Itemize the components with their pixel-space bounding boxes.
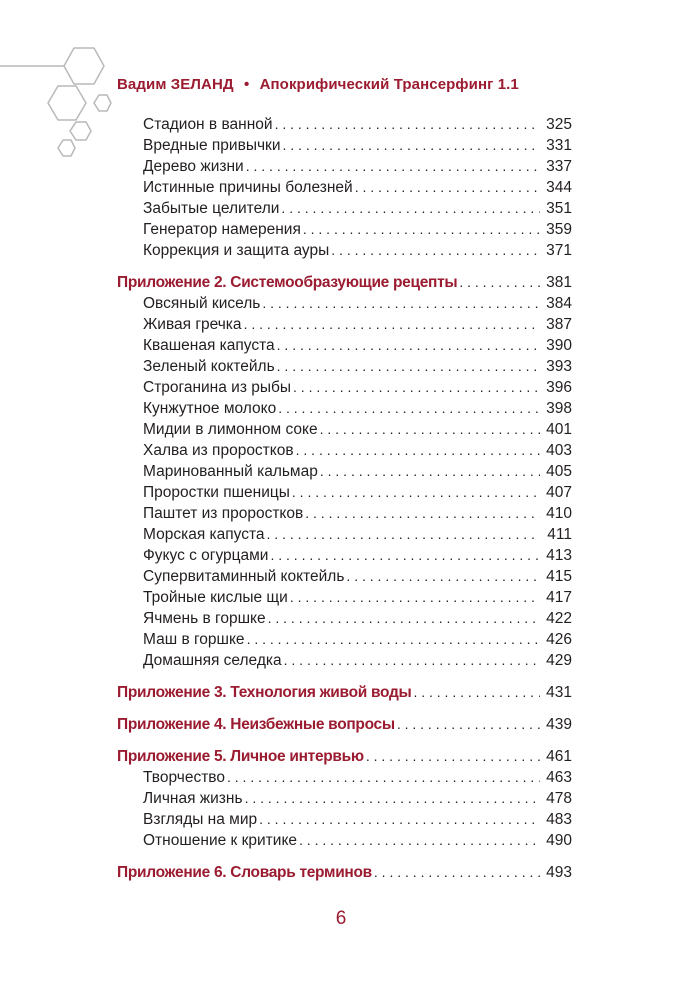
toc-leader [259, 811, 540, 827]
toc-leader [397, 716, 540, 732]
toc-item[interactable] [143, 242, 572, 262]
toc-item-title: Супервитаминный коктейль [143, 568, 345, 585]
header-separator: • [243, 76, 250, 93]
toc-item[interactable] [143, 769, 572, 789]
toc-item-title: Зеленый коктейль [143, 358, 275, 375]
toc-leader [246, 158, 540, 174]
toc-appendix-5[interactable] [117, 748, 572, 768]
toc-item[interactable] [143, 568, 572, 588]
toc-item-page: 413 [546, 547, 572, 564]
toc-item-page: 398 [546, 400, 572, 417]
toc-item-page: 490 [546, 832, 572, 849]
toc-item[interactable] [143, 295, 572, 315]
toc-appendix-page: 461 [546, 748, 572, 765]
toc-appendix-title: Приложение 2. Системообразующие рецепты [117, 274, 458, 291]
toc-item[interactable] [143, 484, 572, 504]
toc-item[interactable] [143, 158, 572, 178]
toc-item[interactable] [143, 442, 572, 462]
toc-item-title: Стадион в ванной [143, 116, 273, 133]
toc-item[interactable] [143, 137, 572, 157]
toc-item[interactable] [143, 400, 572, 420]
toc-item-page: 325 [546, 116, 572, 133]
toc-item[interactable] [143, 421, 572, 441]
toc-item-page: 422 [546, 610, 572, 627]
toc-item-title: Личная жизнь [143, 790, 243, 807]
toc-leader [366, 748, 540, 764]
toc-leader [320, 421, 540, 437]
toc-item[interactable] [143, 179, 572, 199]
toc-leader [262, 295, 540, 311]
toc-leader [303, 221, 540, 237]
toc-appendix-page: 439 [546, 716, 572, 733]
toc-item-page: 359 [546, 221, 572, 238]
toc-item-title: Вредные привычки [143, 137, 281, 154]
toc-item-title: Ячмень в горшке [143, 610, 266, 627]
toc-item[interactable] [143, 358, 572, 378]
toc-item-title: Коррекция и защита ауры [143, 242, 330, 259]
toc-appendix-title: Приложение 5. Личное интервью [117, 748, 364, 765]
toc-item-title: Творчество [143, 769, 225, 786]
toc-item[interactable] [143, 200, 572, 220]
toc-leader [275, 116, 540, 132]
toc-item-title: Овсяный кисель [143, 295, 261, 312]
toc-item-page: 337 [546, 158, 572, 175]
toc-item-title: Дерево жизни [143, 158, 244, 175]
toc-leader [374, 864, 540, 880]
toc-item-title: Фукус с огурцами [143, 547, 269, 564]
toc-leader [413, 684, 540, 700]
toc-leader [290, 589, 540, 605]
toc-item-title: Живая гречка [143, 316, 242, 333]
toc-item[interactable] [143, 832, 572, 852]
toc-leader [268, 610, 540, 626]
toc-item[interactable] [143, 505, 572, 525]
toc-item-title: Кунжутное молоко [143, 400, 277, 417]
toc-item-title: Строганина из рыбы [143, 379, 292, 396]
toc-leader [267, 526, 540, 542]
toc-item[interactable] [143, 221, 572, 241]
toc-item-page: 351 [546, 200, 572, 217]
toc-item-page: 429 [546, 652, 572, 669]
toc-item[interactable] [143, 547, 572, 567]
toc-item-page: 415 [546, 568, 572, 585]
toc-leader [277, 358, 540, 374]
toc-item-title: Маринованный кальмар [143, 463, 318, 480]
toc-item[interactable] [143, 316, 572, 336]
toc-appendix-title: Приложение 3. Технология живой воды [117, 684, 412, 701]
toc-item[interactable] [143, 610, 572, 630]
toc-item-page: 371 [546, 242, 572, 259]
toc-item-page: 463 [546, 769, 572, 786]
header-author: Вадим ЗЕЛАНД [117, 76, 234, 93]
toc-item[interactable] [143, 652, 572, 672]
toc-appendix-4[interactable] [117, 716, 572, 736]
toc-leader [293, 379, 540, 395]
toc-item-page: 387 [546, 316, 572, 333]
toc-item-page: 393 [546, 358, 572, 375]
toc-appendix-page: 493 [546, 864, 572, 881]
toc-leader [282, 137, 540, 153]
toc-appendix-3[interactable] [117, 684, 572, 704]
toc-leader [305, 505, 540, 521]
toc-item[interactable] [143, 379, 572, 399]
toc-leader [296, 442, 540, 458]
toc-item[interactable] [143, 589, 572, 609]
toc-item-title: Истинные причины болезней [143, 179, 353, 196]
toc-leader [355, 179, 540, 195]
toc-item[interactable] [143, 116, 572, 136]
toc-leader [299, 832, 540, 848]
toc-item-title: Маш в горшке [143, 631, 245, 648]
toc-item-page: 478 [546, 790, 572, 807]
toc-item-title: Тройные кислые щи [143, 589, 288, 606]
toc-item-page: 483 [546, 811, 572, 828]
toc-leader [277, 337, 540, 353]
toc-item-page: 411 [547, 526, 572, 543]
toc-item-title: Паштет из проростков [143, 505, 304, 522]
toc-leader [459, 274, 540, 290]
toc-leader [281, 200, 540, 216]
toc-item-title: Забытые целители [143, 200, 280, 217]
toc-item-page: 396 [546, 379, 572, 396]
toc-item[interactable] [143, 811, 572, 831]
toc-item-title: Квашеная капуста [143, 337, 275, 354]
toc-leader [331, 242, 540, 258]
page-number: 6 [335, 908, 347, 929]
toc-item-page: 331 [546, 137, 572, 154]
toc-item[interactable] [143, 790, 572, 810]
toc-item-page: 405 [546, 463, 572, 480]
toc-item-page: 344 [546, 179, 572, 196]
toc-item-title: Морская капуста [143, 526, 265, 543]
toc-item-title: Проростки пшеницы [143, 484, 290, 501]
toc-appendix-2[interactable] [117, 274, 572, 294]
toc-item-page: 417 [546, 589, 572, 606]
toc-item-title: Домашняя селедка [143, 652, 282, 669]
toc-item-title: Халва из проростков [143, 442, 294, 459]
header-book-title: Апокрифический Трансерфинг 1.1 [259, 76, 519, 93]
toc-leader [244, 316, 540, 332]
toc-leader [284, 652, 540, 668]
toc-appendix-title: Приложение 6. Словарь терминов [117, 864, 372, 881]
toc-appendix-title: Приложение 4. Неизбежные вопросы [117, 716, 395, 733]
toc-appendix-6[interactable] [117, 864, 572, 884]
toc-item-page: 426 [546, 631, 572, 648]
toc-leader [346, 568, 540, 584]
toc-appendix-page: 431 [546, 684, 572, 701]
toc-item-title: Генератор намерения [143, 221, 301, 238]
toc-item-title: Мидии в лимонном соке [143, 421, 318, 438]
toc-item-title: Отношение к критике [143, 832, 298, 849]
toc-leader [320, 463, 540, 479]
toc-leader [247, 631, 540, 647]
toc-item-page: 407 [546, 484, 572, 501]
toc-item-page: 410 [546, 505, 572, 522]
toc-item-page: 384 [546, 295, 572, 312]
toc-item-page: 390 [546, 337, 572, 354]
toc-item-title: Взгляды на мир [143, 811, 258, 828]
toc-leader [292, 484, 540, 500]
toc-leader [227, 769, 540, 785]
toc-leader [245, 790, 540, 806]
toc-appendix-page: 381 [546, 274, 572, 291]
toc-item[interactable] [143, 526, 572, 546]
toc-item[interactable] [143, 463, 572, 483]
toc-item-page: 401 [546, 421, 572, 438]
toc-leader [278, 400, 540, 416]
toc-item[interactable] [143, 631, 572, 651]
toc-item[interactable] [143, 337, 572, 357]
toc-item-page: 403 [546, 442, 572, 459]
toc-leader [270, 547, 540, 563]
